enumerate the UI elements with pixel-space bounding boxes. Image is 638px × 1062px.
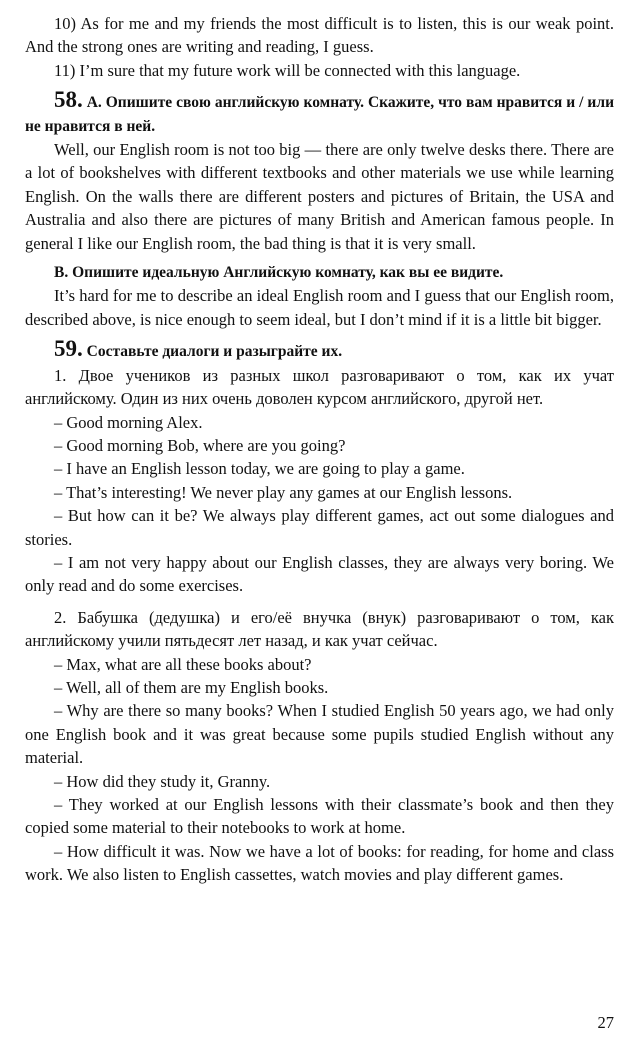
task-instruction: А. Опишите свою английскую комнату. Скажите, что вам нравится и / или не нравится в ней. (25, 94, 614, 135)
paragraph: Well, our English room is not too big — there are only twelve desks there. There are a lot of bookshelves with different textbooks and other materials we use while learning English. On the walls there are different posters and pictures of Britain, the USA and Australia and also there are pictures of many British and American famous people. In general I like our English room, the bad thing is that it is very small. (25, 140, 614, 253)
dialogue-line: – Good morning Alex. (54, 412, 203, 432)
task-number: 58. (54, 87, 83, 113)
dialogue-line: – That’s interesting! We never play any games at our English lessons. (54, 482, 513, 502)
dialogue-line: – But how can it be? We always play different games, act out some dialogues and stories. (25, 506, 614, 549)
task-59-heading (25, 337, 614, 363)
paragraph: It’s hard for me to describe an ideal English room and I guess that our English room, described above, is nice enough to seem ideal, but I don’t mind if it is a little bit bigger. (25, 286, 614, 329)
task-instruction: Составьте диалоги и разыграйте их. (86, 343, 343, 361)
dialogue-line: – How did they study it, Granny. (54, 771, 271, 791)
task-number: 59. (54, 336, 83, 362)
task-58b-heading: B. Опишите идеальную Английскую комнату, как вы ее видите. (54, 264, 504, 282)
dialogue-line: – Max, what are all these books about? (54, 654, 312, 674)
dialogue-line: – Why are there so many books? When I studied English 50 years ago, we had only one English book and it was great because some pupils studied English without any material. (25, 701, 614, 768)
dialogue-line: – I have an English lesson today, we are going to play a game. (54, 459, 465, 479)
paragraph: 1. Двое учеников из разных школ разговаривают о том, как их учат английскому. Один из них очень доволен курсом английского, другой нет. (25, 365, 614, 409)
paragraph: 11) I’m sure that my future work will be connected with this language. (54, 60, 521, 80)
dialogue-line: – I am not very happy about our English classes, they are always very boring. We only read and do some exercises. (25, 552, 614, 596)
dialogue-line: – They worked at our English lessons with their classmate’s book and then they copied some material to their notebooks to work at home. (25, 795, 614, 838)
paragraph: 2. Бабушка (дедушка) и его/её внучка (внук) разговаривают о том, как английскому учили пятьдесят лет назад, и как учат сейчас. (25, 607, 614, 651)
dialogue-line: – Good morning Bob, where are you going? (54, 435, 346, 455)
page-number: 27 (597, 1012, 614, 1032)
dialogue-line: – How difficult it was. Now we have a lot of books: for reading, for home and class work. We also listen to English cassettes, watch movies and play different games. (25, 841, 614, 885)
task-58-heading (25, 88, 614, 138)
paragraph: 10) As for me and my friends the most difficult is to listen, this is our weak point. And the strong ones are writing and reading, I guess. (25, 14, 614, 57)
dialogue-line: – Well, all of them are my English books. (54, 677, 329, 697)
